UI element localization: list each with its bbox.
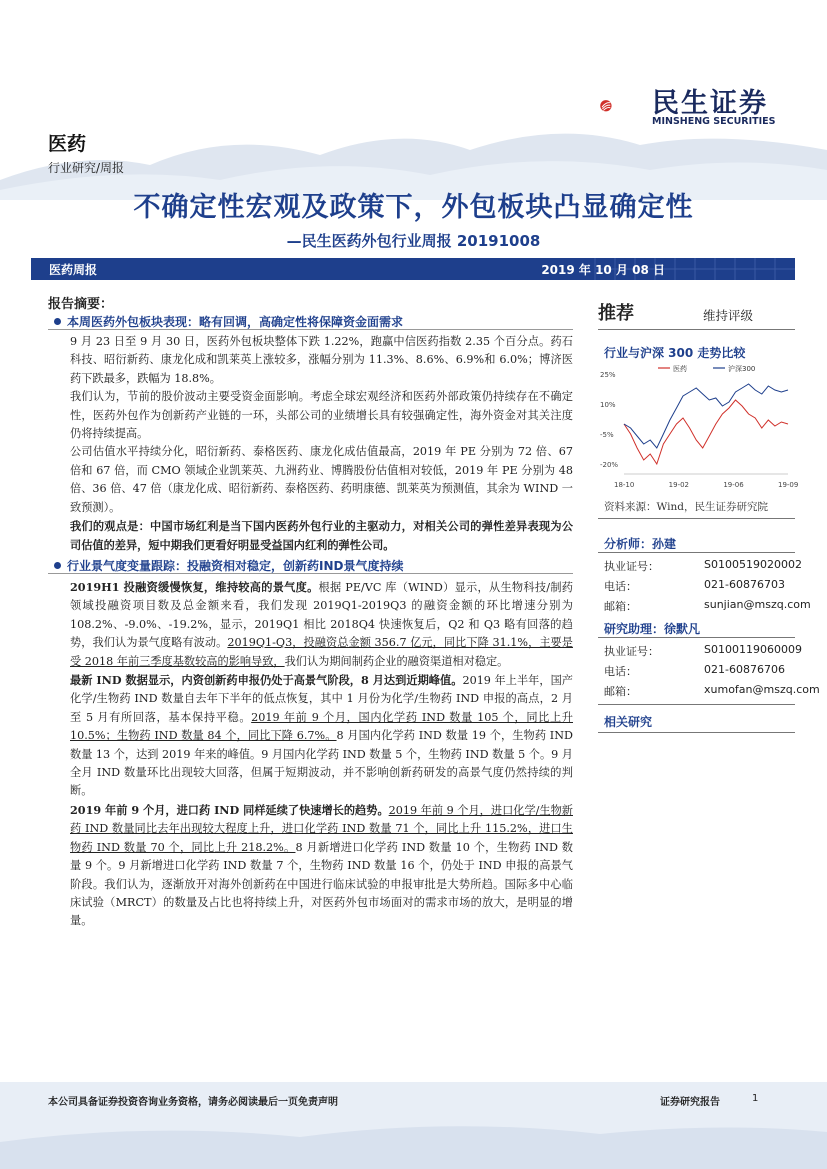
- assistant-email: 邮箱： xumofan@mszq.com: [604, 683, 820, 698]
- report-subtitle: —民生医药外包行业周报 20191008: [286, 232, 541, 250]
- page-number: 1: [752, 1093, 759, 1104]
- brand-name-cn: 民生证券: [652, 88, 768, 119]
- report-date: 2019 年 10 月 08 日: [541, 263, 665, 277]
- y-tick-label: -5%: [600, 431, 614, 439]
- sidebar-divider: [598, 704, 795, 705]
- analyst-cert: 执业证号： S0100519020002: [604, 558, 802, 573]
- bullet-dot-icon: [54, 562, 61, 569]
- footer-doc-type: 证券研究报告: [660, 1097, 720, 1108]
- sidebar-divider: [598, 637, 795, 638]
- trend-chart: [598, 362, 799, 492]
- sidebar-divider: [598, 329, 795, 330]
- rating: 推荐: [598, 303, 634, 324]
- x-tick-label: 19-09: [778, 481, 799, 489]
- brand-name-en: MINSHENG SECURITIES: [652, 116, 776, 127]
- chart-title: 行业与沪深 300 走势比较: [604, 346, 746, 360]
- section1-title: 本周医药外包板块表现：略有回调，高确定性将保障资金面需求: [54, 313, 403, 330]
- x-tick-label: 19-06: [723, 481, 744, 489]
- y-tick-label: 25%: [600, 371, 616, 379]
- legend-label: 沪深300: [728, 365, 756, 373]
- paragraph-viewpoint: 我们的观点是：中国市场红利是当下国内医药外包行业的主驱动力，对相关公司的弹性差异表现为公司估值的差异，短中期我们更看好明显受益国内红利的弹性公司。: [70, 519, 573, 553]
- sector-label: 医药: [48, 133, 87, 155]
- paragraph-valuation: 公司估值水平持续分化，昭衍新药、泰格医药、康龙化成估值最高，2019 年 PE 分别为 72 倍、67 倍和 67 倍，而 CMO 领域企业凯莱英、九洲药业、博腾股份估值相对较低，2019 年 PE 分别为 48 倍、36 倍、47 倍（康龙化成、昭衍新药、泰格医药、药明康德、凯莱英为预测值，其余为 WIND 一致预测）。: [70, 445, 573, 514]
- chart-source: 资料来源：Wind，民生证券研究院: [604, 501, 768, 513]
- abstract-heading: 报告摘要：: [48, 297, 114, 312]
- x-tick-label: 19-02: [668, 481, 690, 489]
- x-tick-label: 18-10: [614, 481, 635, 489]
- y-tick-label: -20%: [600, 461, 619, 469]
- paragraph-import-ind: 2019 年前 9 个月，进口药 IND 同样延续了快速增长的趋势。2019 年前 9 个月，进口化学/生物新药 IND 数量同比去年出现较大程度上升，进口化学药 IND 数量 71 个，同比上升 115.2%，进口生物药 IND 数量 70 个，同比上升 218.2%。8 月新增进口化学药 IND 数量 10 个，生物药 IND 数量 9 个。9 月新增进口化学药 IND 数量 7 个，生物药 IND 数量 16 个，仍处于 IND 申报的高景气阶段。我们认为，逐渐放开对海外创新药在中国进行临床试验的申报审批是大势所趋。国际多中心临床试验（MRCT）的数量及占比也将持续上升，对医药外包市场面对的需求市场的放大，是明显的增量。: [70, 802, 573, 928]
- assistant-phone: 电话： 021-60876706: [604, 663, 785, 678]
- assistant-heading: 研究助理：徐默凡: [604, 622, 701, 636]
- section2-body: [70, 578, 573, 931]
- related-research-heading: 相关研究: [604, 715, 653, 729]
- analyst-email: 邮箱： sunjian@mszq.com: [604, 598, 811, 613]
- section1-body: [70, 333, 573, 556]
- legend-label: 医药: [673, 365, 687, 373]
- y-tick-label: 10%: [600, 401, 616, 409]
- brand-logo-icon: [600, 82, 648, 130]
- section1-divider: [48, 329, 573, 330]
- report-type: 行业研究/周报: [48, 161, 125, 175]
- bar-category: 医药周报: [49, 263, 98, 277]
- bullet-dot-icon: [54, 318, 61, 325]
- section2-divider: [48, 573, 573, 574]
- assistant-cert: 执业证号： S0100119060009: [604, 643, 802, 658]
- title-bar: [31, 258, 795, 280]
- sidebar-divider: [598, 518, 795, 519]
- paragraph-performance: 9 月 23 日至 9 月 30 日，医药外包板块整体下跌 1.22%，跑赢中信医药指数 2.35 个百分点。药石科技、昭衍新药、康龙化成和凯莱英上涨较多，涨幅分别为 11.3%、8.6%、6.9%和 6.0%；博济医药下跌最多，跌幅为 18.8%。: [70, 335, 573, 385]
- sidebar-divider: [598, 732, 795, 733]
- sidebar-divider: [598, 552, 795, 553]
- analyst-heading: 分析师：孙建: [604, 537, 677, 551]
- paragraph-domestic-ind: 最新 IND 数据显示，内资创新药申报仍处于高景气阶段，8 月达到近期峰值。2019 年上半年，国产化学/生物药 IND 数量自去年下半年的低点恢复，其中 1 月份为化学/生物药 IND 申报的高点，2 月至 5 月有所回落，基本保持平稳。2019 年前 9 个月，国内化学药 IND 数量 105 个，同比上升 10.5%；生物药 IND 数量 84 个，同比下降 6.7%。8 月国内化学药 IND 数量 19 个，生物药 IND 数量 13 个，达到 2019 年来的峰值。9 月国内化学药 IND 数量 5 个，生物药 IND 数量 5 个。9 月全月 IND 数量环比出现较大回落，但属于短期波动，并不影响创新药研发的高景气度仍然持续的判断。: [70, 673, 573, 798]
- report-title: 不确定性宏观及政策下，外包板块凸显确定性: [133, 192, 694, 223]
- analyst-phone: 电话： 021-60876703: [604, 578, 785, 593]
- series-line-pharma: [624, 400, 788, 464]
- series-line-csi300: [624, 384, 788, 448]
- paragraph-financing: 2019H1 投融资缓慢恢复，维持较高的景气度。根据 PE/VC 库（WIND）显示，从生物科技/制药领域投融资项目数及总金额来看，我们发现 2019Q1-2019Q3 的融资金额的环比增速分别为 108.2%、-9.0%、-19.2%，显示，2019Q1 相比 2018Q4 快速恢复后，Q2 和 Q3 略有回落的趋势，我们认为景气度略有波动。2019Q1-Q3，投融资总金额 356.7 亿元，同比下降 31.1%，主要是受 2018 年前三季度基数较高的影响导致，我们认为期间制药企业的融资渠道相对稳定。: [70, 580, 573, 668]
- section2-title: 行业景气度变量跟踪：投融资相对稳定，创新药IND景气度持续: [54, 557, 403, 574]
- rating-sub: 维持评级: [703, 308, 754, 323]
- footer-disclaimer: 本公司具备证券投资咨询业务资格，请务必阅读最后一页免责声明: [48, 1097, 338, 1108]
- paragraph-outlook: 我们认为，节前的股价波动主要受资金面影响。考虑全球宏观经济和医药外部政策仍持续存在不确定性，医药外包作为创新药产业链的一环，头部公司的业绩增长具有较强确定性，海外资金对其关注度仍将持续提高。: [70, 390, 573, 441]
